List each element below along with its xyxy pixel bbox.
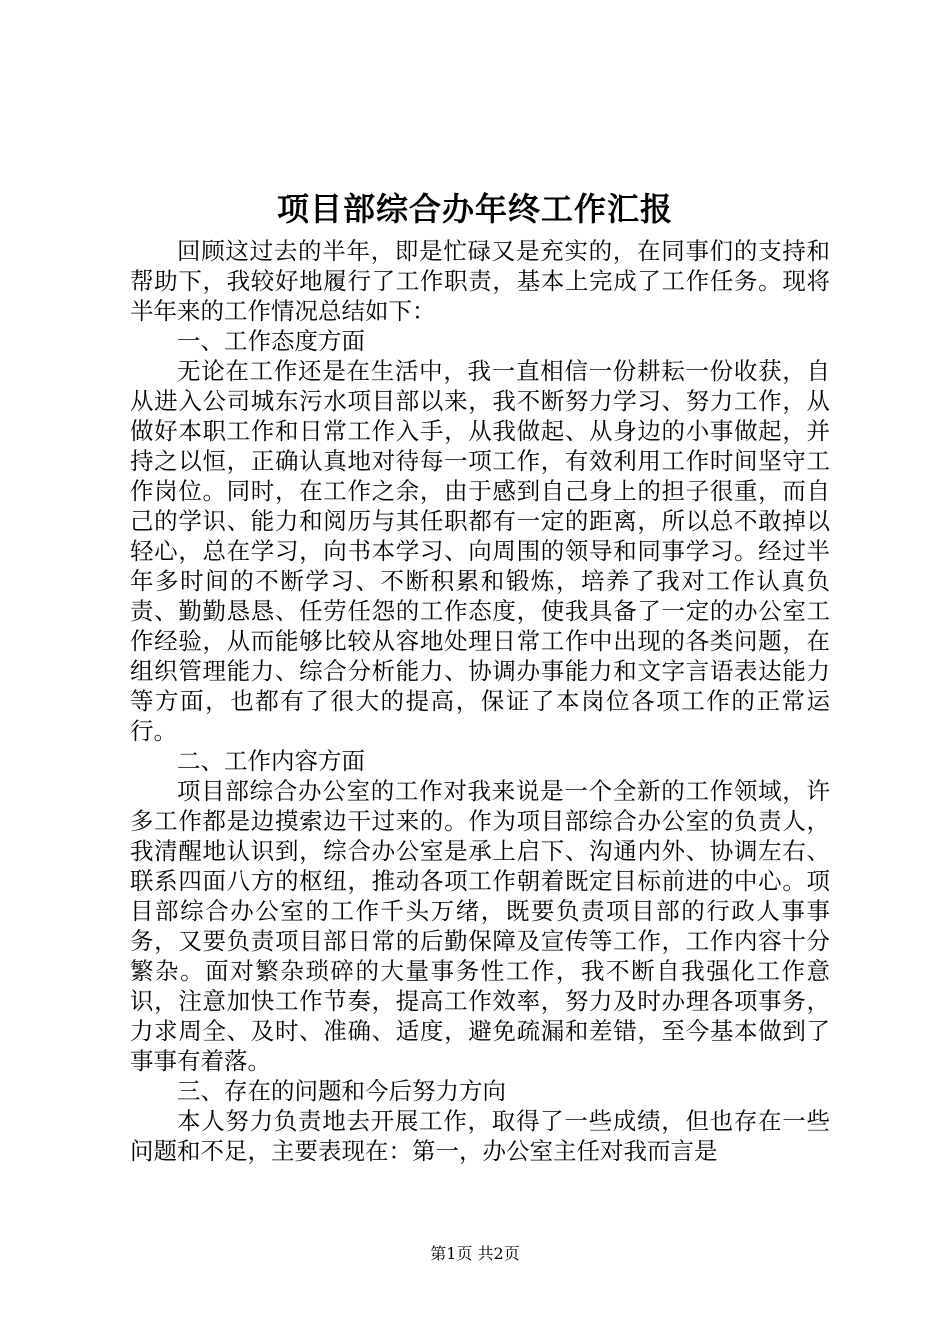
attitude-paragraph: 无论在工作还是在生活中，我一直相信一份耕耘一份收获，自从进入公司城东污水项目部以来，我不断努力学习、努力工作，从做好本职工作和日常工作入手，从我做起、从身边的小事做起，并持之以恒，正确认真地对待每一项工作，有效利用工作时间坚守工作岗位。同时，在工作之余，由于感到自己身上的担子很重，而自己的学识、能力和阅历与其任职都有一定的距离，所以总不敢掉以轻心，总在学习，向书本学习、向周围的领导和同事学习。经过半年多时间的不断学习、不断积累和锻炼，培养了我对工作认真负责、勤勤恳恳、任劳任怨的工作态度，使我具备了一定的办公室工作经验，从而能够比较从容地处理日常工作中出现的各类问题，在组织管理能力、综合分析能力、协调办事能力和文字言语表达能力等方面，也都有了很大的提高，保证了本岗位各项工作的正常运行。 <box>130 357 830 745</box>
document-title: 项目部综合办年终工作汇报 <box>276 190 673 228</box>
intro-paragraph: 回顾这过去的半年，即是忙碌又是充实的，在同事们的支持和帮助下，我较好地履行了工作职责，基本上完成了工作任务。现将半年来的工作情况总结如下： <box>130 237 830 325</box>
document-body <box>130 236 830 1184</box>
problems-paragraph: 本人努力负责地去开展工作，取得了一些成绩，但也存在一些问题和不足，主要表现在：第一，办公室主任对我而言是 <box>130 1107 830 1165</box>
section-heading-content: 二、工作内容方面 <box>177 747 365 775</box>
section-heading-attitude: 一、工作态度方面 <box>177 327 365 355</box>
section-heading-problems: 三、存在的问题和今后努力方向 <box>177 1077 506 1105</box>
content-paragraph: 项目部综合办公室的工作对我来说是一个全新的工作领域，许多工作都是边摸索边干过来的。作为项目部综合办公室的负责人，我清醒地认识到，综合办公室是承上启下、沟通内外、协调左右、联系四面八方的枢纽，推动各项工作朝着既定目标前进的中心。项目部综合办公室的工作千头万绪，既要负责项目部的行政人事事务，又要负责项目部日常的后勤保障及宣传等工作，工作内容十分繁杂。面对繁杂琐碎的大量事务性工作，我不断自我强化工作意识，注意加快工作节奏，提高工作效率，努力及时办理各项事务，力求周全、及时、准确、适度，避免疏漏和差错，至今基本做到了事事有着落。 <box>130 777 830 1075</box>
page-number-footer: 第1页 共2页 <box>430 1244 520 1263</box>
